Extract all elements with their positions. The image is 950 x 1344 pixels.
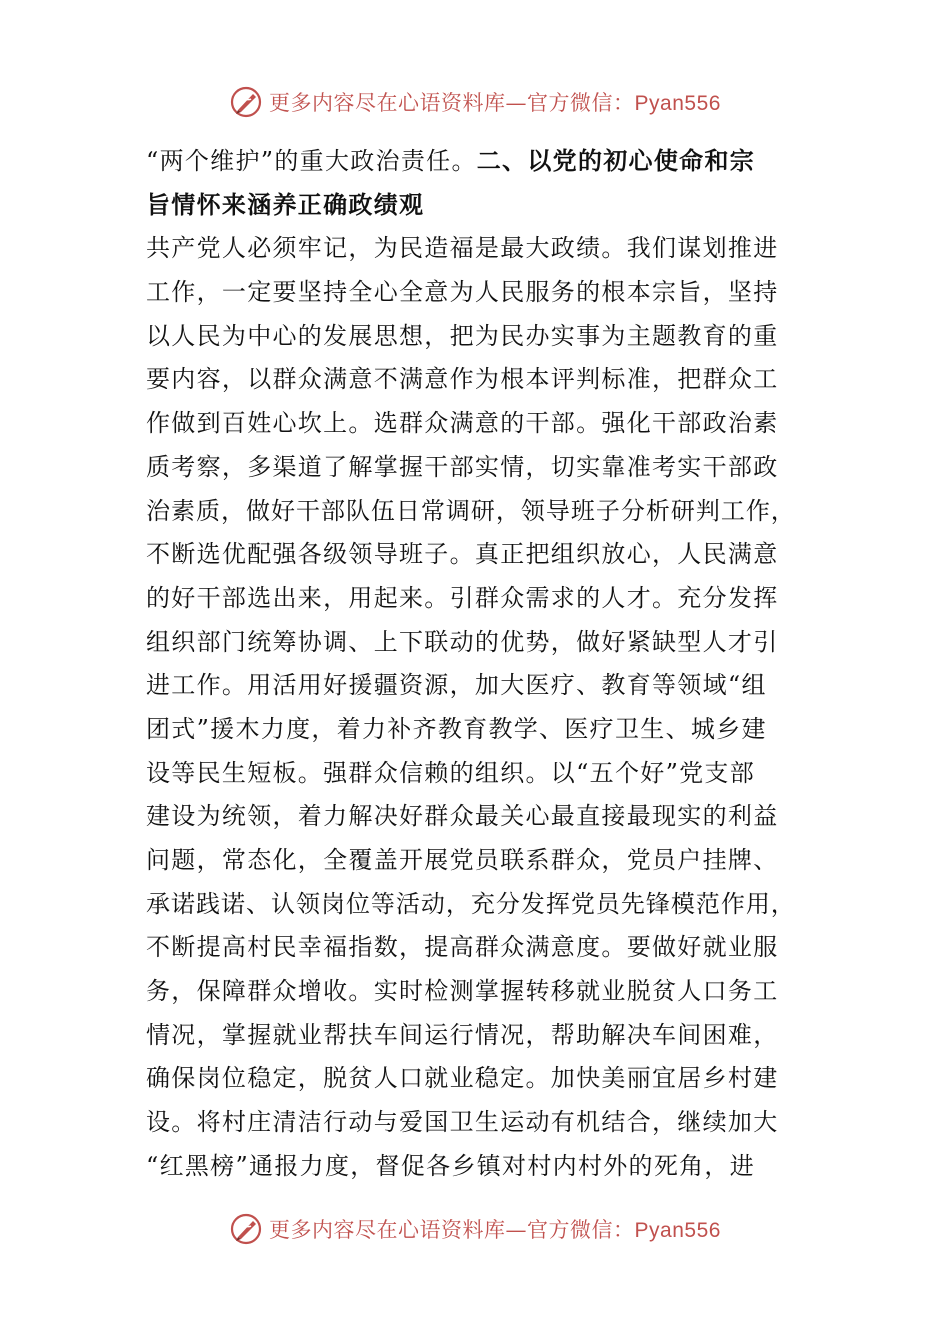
banner-text-cn: 更多内容尽在心语资料库—官方微信： xyxy=(269,1218,635,1242)
document-body xyxy=(146,140,796,1189)
section-heading-part2: 旨情怀来涵养正确政绩观 xyxy=(146,190,425,219)
pen-logo-icon xyxy=(229,1212,263,1246)
text-line: 问题，常态化，全覆盖开展党员联系群众，党员户挂牌、 xyxy=(146,846,779,874)
text-line: 工作，一定要坚持全心全意为人民服务的根本宗旨，坚持 xyxy=(146,278,779,307)
text-line: 共产党人必须牢记，为民造福是最大政绩。我们谋划推进 xyxy=(146,234,779,263)
header-banner xyxy=(0,82,950,122)
text-line: 不断选优配强各级领导班子。真正把组织放心，人民满意 xyxy=(146,540,779,569)
text-line: 不断提高村民幸福指数，提高群众满意度。要做好就业服 xyxy=(146,933,779,962)
text-line: 设等民生短板。强群众信赖的组织。以“五个好”党支部 xyxy=(146,758,756,787)
text-line: 要内容，以群众满意不满意作为根本评判标准，把群众工 xyxy=(146,365,779,394)
text-line: “红黑榜”通报力度，督促各乡镇对村内村外的死角，进 xyxy=(146,1151,756,1180)
banner-wechat-id: Pyan556 xyxy=(634,92,721,115)
text-line: 治素质，做好干部队伍日常调研，领导班子分析研判工作， xyxy=(146,496,796,525)
text-line: 以人民为中心的发展思想，把为民办实事为主题教育的重 xyxy=(146,321,779,350)
text-line: 确保岗位稳定，脱贫人口就业稳定。加快美丽宜居乡村建 xyxy=(146,1064,779,1093)
text-line: 进工作。用活用好援疆资源，加大医疗、教育等领域“组 xyxy=(146,671,767,700)
footer-banner xyxy=(0,1209,950,1249)
section-heading-part1: 二、以党的初心使命和宗 xyxy=(476,147,756,175)
paragraph xyxy=(146,227,796,1188)
text-line: 团式”援木力度，着力补齐教育教学、医疗卫生、城乡建 xyxy=(146,714,767,743)
text-line: 建设为统领，着力解决好群众最关心最直接最现实的利益 xyxy=(146,802,779,831)
banner-text-cn: 更多内容尽在心语资料库—官方微信： xyxy=(269,91,635,115)
text-line xyxy=(146,140,796,184)
text-line: 组织部门统筹协调、上下联动的优势，做好紧缺型人才引 xyxy=(146,627,779,656)
pen-logo-icon xyxy=(229,85,263,119)
text-line: 承诺践诺、认领岗位等活动，充分发挥党员先锋模范作用， xyxy=(146,889,796,918)
text-line: 务，保障群众增收。实时检测掌握转移就业脱贫人口务工 xyxy=(146,977,779,1006)
banner-text xyxy=(269,87,721,117)
text-line: 设。将村庄清洁行动与爱国卫生运动有机结合，继续加大 xyxy=(146,1108,779,1137)
text-line: 情况，掌握就业帮扶车间运行情况，帮助解决车间困难， xyxy=(146,1020,779,1049)
banner-text xyxy=(269,1214,721,1244)
text-line: 作做到百姓心坎上。选群众满意的干部。强化干部政治素 xyxy=(146,409,779,438)
text-line: 的好干部选出来，用起来。引群众需求的人才。充分发挥 xyxy=(146,583,779,612)
text-line-normal: “两个维护”的重大政治责任。 xyxy=(146,147,477,175)
text-line: 质考察，多渠道了解掌握干部实情，切实靠准考实干部政 xyxy=(146,452,779,481)
banner-wechat-id: Pyan556 xyxy=(634,1219,721,1242)
